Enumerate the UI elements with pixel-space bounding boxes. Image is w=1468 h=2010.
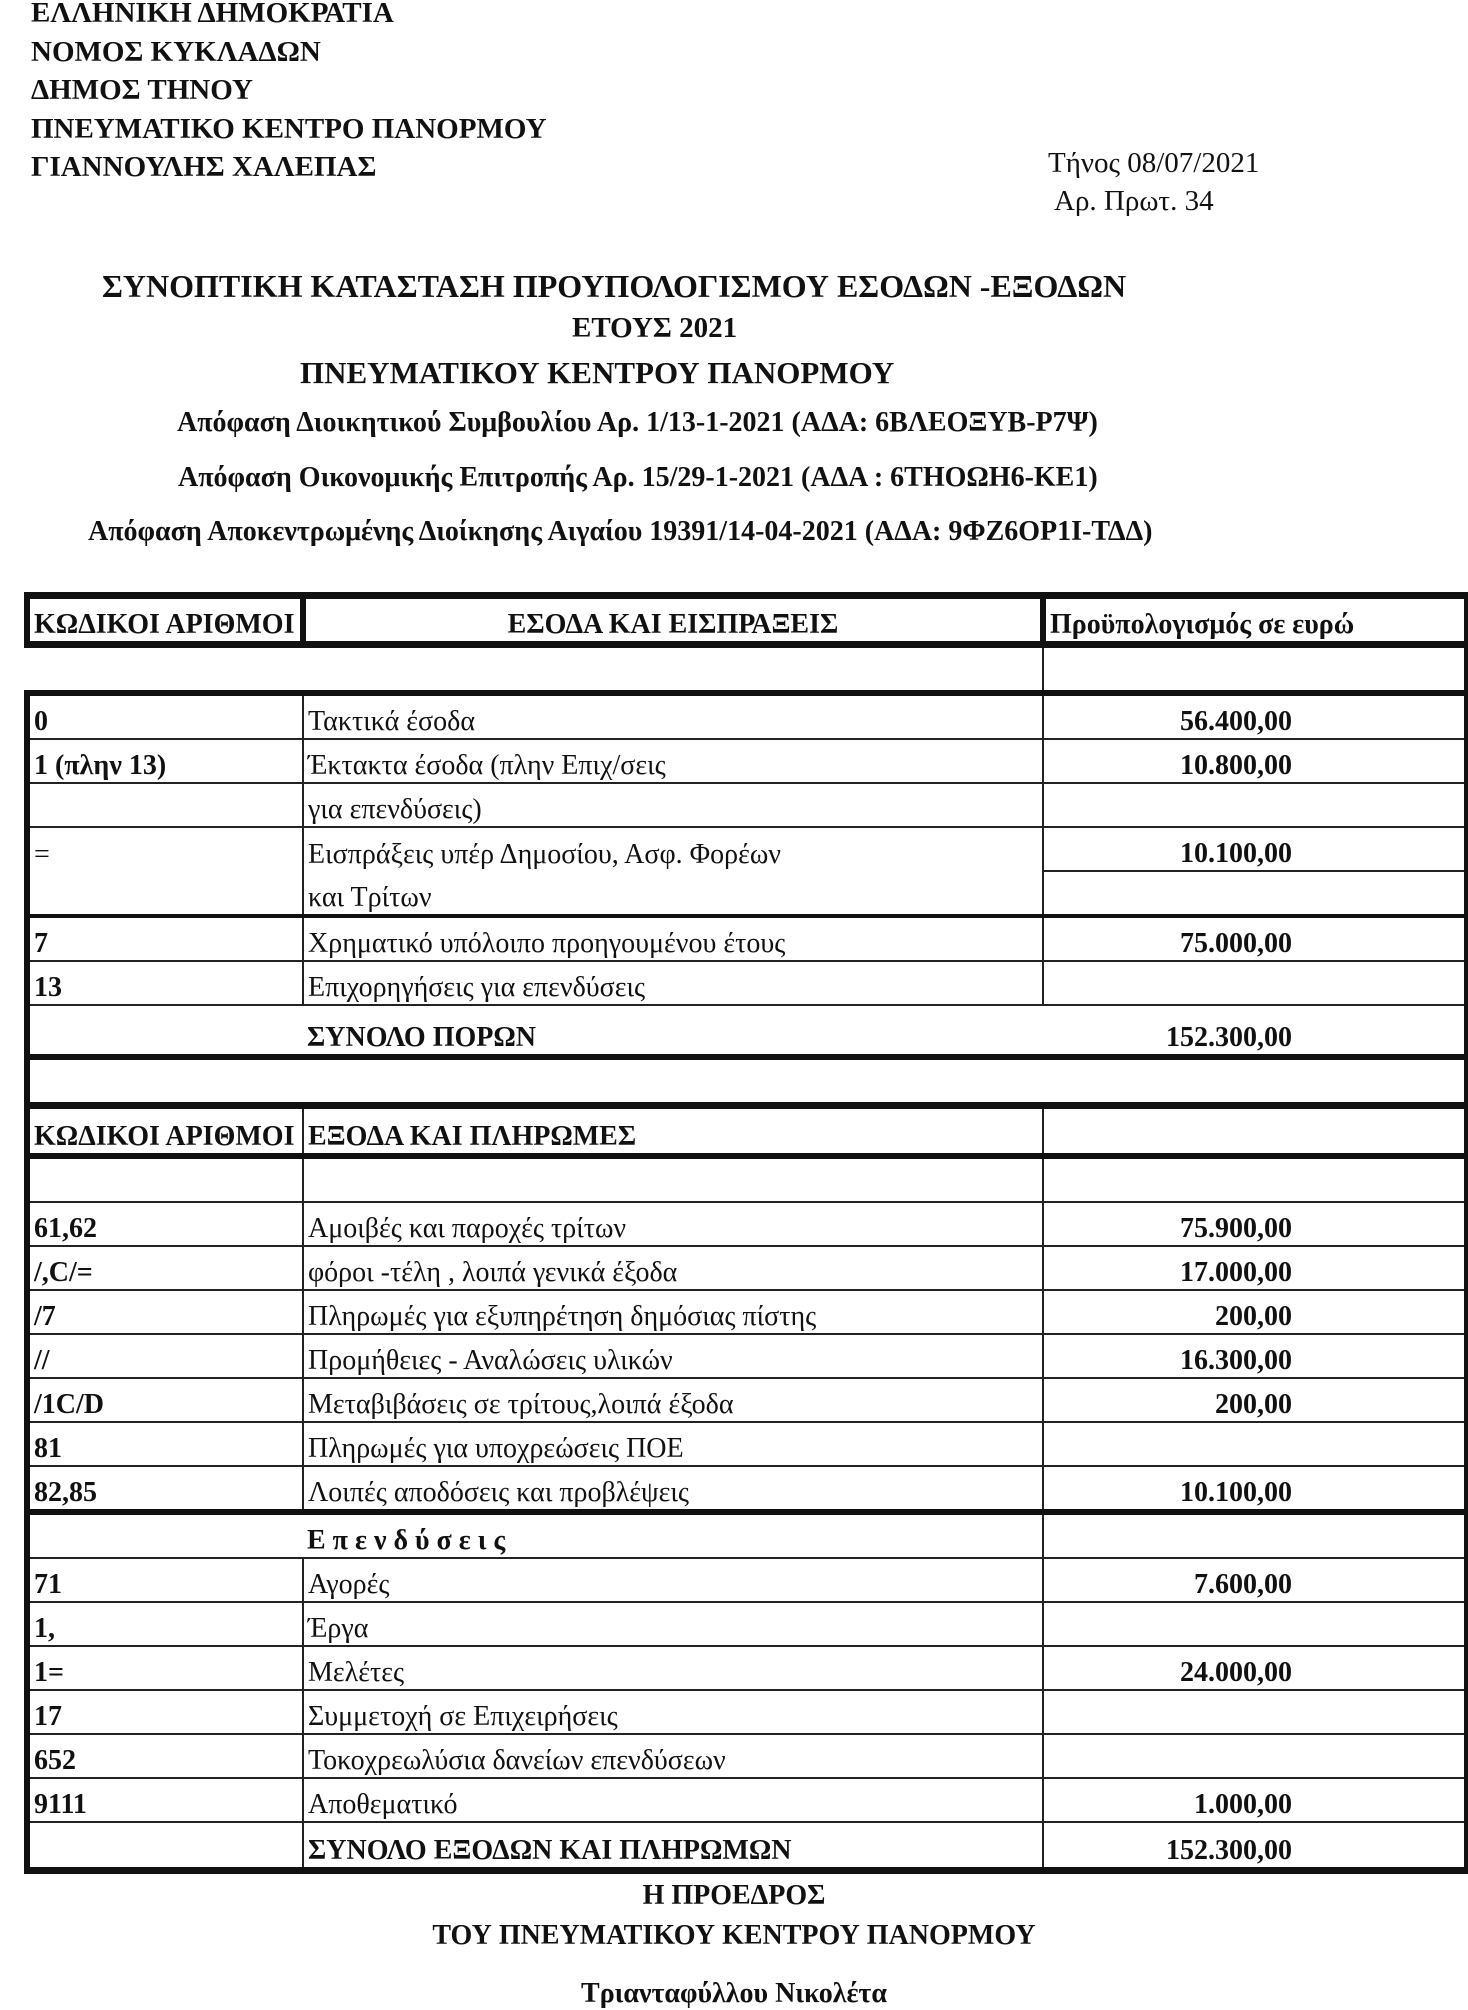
expense-amount: 10.100,00 [1043,1466,1467,1512]
investment-amount: 1.000,00 [1043,1778,1467,1822]
place-date: Τήνος 08/07/2021 [1048,147,1260,179]
expense-row [27,1378,1467,1422]
income-amount: 10.800,00 [1043,739,1467,783]
investment-description: Έργα [303,1602,1043,1646]
signature-block [0,1876,1468,2010]
investment-row [27,1778,1467,1822]
expense-description: Αμοιβές και παροχές τρίτων [303,1202,1043,1246]
signature-organization: ΤΟΥ ΠΝΕΥΜΑΤΙΚΟΥ ΚΕΝΤΡΟΥ ΠΑΝΟΡΜΟΥ [432,1920,1036,1951]
expense-description: Λοιπές αποδόσεις και προβλέψεις [303,1466,1043,1512]
expense-amount: 200,00 [1043,1290,1467,1334]
investment-code: 71 [27,1558,303,1602]
income-description: και Τρίτων [303,871,1043,916]
expense-description: Προμήθειες - Αναλώσεις υλικών [303,1334,1043,1378]
expense-amount: 17.000,00 [1043,1246,1467,1290]
document-title: ΣΥΝΟΠΤΙΚΗ ΚΑΤΑΣΤΑΣΗ ΠΡΟΥΠΟΛΟΓΙΣΜΟΥ ΕΣΟΔΩΝ -ΕΞΟΔΩΝ [102,268,1127,304]
income-header-row [27,596,1467,645]
income-amount: 56.400,00 [1043,693,1467,739]
budget-table [24,592,1468,1874]
income-description: Επιχορηγήσεις για επενδύσεις [303,961,1043,1005]
expense-code: // [27,1334,303,1378]
investment-row [27,1602,1467,1646]
header-codes: ΚΩΔΙΚΟΙ ΑΡΙΘΜΟΙ [27,596,303,645]
income-description: Εισπράξεις υπέρ Δημοσίου, Ασφ. Φορέων [303,827,1043,871]
income-amount: 75.000,00 [1043,916,1467,961]
income-amount [1043,871,1467,916]
investment-code: 1, [27,1602,303,1646]
income-row [27,961,1467,1005]
expense-row [27,1334,1467,1378]
income-row [27,827,1467,871]
expense-amount: 200,00 [1043,1378,1467,1422]
expense-code: /,C/= [27,1246,303,1290]
income-code: 1 (πλην 13) [27,739,303,783]
income-row [27,783,1467,827]
letterhead-line: ΠΝΕΥΜΑΤΙΚΟ ΚΕΝΤΡΟ ΠΑΝΟΡΜΟΥ [31,112,547,145]
expense-code: /1C/D [27,1378,303,1422]
expense-total-amount: 152.300,00 [1043,1822,1467,1871]
income-code: 0 [27,693,303,739]
spacer-row [27,645,1467,694]
expense-total-row [27,1822,1467,1871]
income-row [27,871,1467,916]
expense-row [27,1422,1467,1466]
income-description: Χρηματικό υπόλοιπο προηγουμένου έτους [303,916,1043,961]
expense-amount [1043,1422,1467,1466]
expense-description: Πληρωμές για υποχρεώσεις ΠΟΕ [303,1422,1043,1466]
expense-header-row [27,1106,1467,1157]
investment-description: Μελέτες [303,1646,1043,1690]
investment-row [27,1734,1467,1778]
letterhead-line: ΔΗΜΟΣ ΤΗΝΟΥ [31,74,253,106]
investment-description: Τοκοχρεωλύσια δανείων επενδύσεων [303,1734,1043,1778]
expense-code: 61,62 [27,1202,303,1246]
signature-name: Τριανταφύλλου Νικολέτα [581,1978,887,2009]
investment-row [27,1558,1467,1602]
decision-board: Απόφαση Διοικητικού Συμβουλίου Αρ. 1/13-1-2021 (ΑΔΑ: 6ΒΛΕΟΞΥΒ-Ρ7Ψ) [177,407,1098,438]
protocol-number: Αρ. Πρωτ. 34 [1054,185,1214,217]
income-description: Τακτικά έσοδα [303,693,1043,739]
investment-amount [1043,1734,1467,1778]
income-amount [1043,783,1467,827]
expense-row [27,1202,1467,1246]
income-total-label: ΣΥΝΟΛΟ ΠΟΡΩΝ [303,1005,1043,1057]
header-codes: ΚΩΔΙΚΟΙ ΑΡΙΘΜΟΙ [27,1106,303,1157]
header-budget [1043,1106,1467,1157]
investment-code: 1= [27,1646,303,1690]
income-row [27,916,1467,961]
header-income-description: ΕΣΟΔΑ ΚΑΙ ΕΙΣΠΡΑΞΕΙΣ [303,596,1043,645]
expense-description: Πληρωμές για εξυπηρέτηση δημόσιας πίστης [303,1290,1043,1334]
investment-description: Συμμετοχή σε Επιχειρήσεις [303,1690,1043,1734]
expense-row [27,1466,1467,1512]
investment-description: Αποθεματικό [303,1778,1043,1822]
signature-role: Η ΠΡΟΕΔΡΟΣ [642,1880,826,1911]
spacer-row [27,1057,1467,1106]
decision-decentralized-admin: Απόφαση Αποκεντρωμένης Διοίκησης Αιγαίου 19391/14-04-2021 (ΑΔΑ: 9ΦΖ6ΟΡ1Ι-ΤΔΔ) [88,516,1153,547]
income-amount: 10.100,00 [1043,827,1467,871]
expense-total-label: ΣΥΝΟΛΟ ΕΞΟΔΩΝ ΚΑΙ ΠΛΗΡΩΜΩΝ [303,1822,1043,1871]
income-code [27,783,303,827]
header-budget: Προϋπολογισμός σε ευρώ [1043,596,1467,645]
income-row [27,693,1467,739]
date-protocol-block [1048,144,1259,220]
investment-amount [1043,1690,1467,1734]
income-code: = [27,827,303,871]
investment-description: Αγορές [303,1558,1043,1602]
income-description: Έκτακτα έσοδα (πλην Επιχ/σεις [303,739,1043,783]
income-row [27,739,1467,783]
investments-label: Επενδύσεις [303,1512,1043,1558]
expense-amount: 75.900,00 [1043,1202,1467,1246]
investment-row [27,1646,1467,1690]
investment-amount: 7.600,00 [1043,1558,1467,1602]
header-expense-description: ΕΞΟΔΑ ΚΑΙ ΠΛΗΡΩΜΕΣ [303,1106,1043,1157]
decision-finance-committee: Απόφαση Οικονομικής Επιτροπής Αρ. 15/29-1-2021 (ΑΔΑ : 6ΤΗΟΩΗ6-ΚΕ1) [178,462,1098,493]
document-year: ΕΤΟΥΣ 2021 [572,312,738,344]
expense-row [27,1246,1467,1290]
spacer-row [27,1156,1467,1202]
letterhead-line: ΓΙΑΝΝΟΥΛΗΣ ΧΑΛΕΠΑΣ [31,151,377,183]
income-amount [1043,961,1467,1005]
letterhead-line: ΝΟΜΟΣ ΚΥΚΛΑΔΩΝ [31,35,321,68]
income-code: 7 [27,916,303,961]
letterhead-line: ΕΛΛΗΝΙΚΗ ΔΗΜΟΚΡΑΤΙΑ [31,0,394,29]
investments-section-row [27,1512,1467,1558]
expense-code: /7 [27,1290,303,1334]
expense-row [27,1290,1467,1334]
income-code: 13 [27,961,303,1005]
document-organization: ΠΝΕΥΜΑΤΙΚΟΥ ΚΕΝΤΡΟΥ ΠΑΝΟΡΜΟΥ [300,355,895,390]
income-description: για επενδύσεις) [303,783,1043,827]
expense-description: Μεταβιβάσεις σε τρίτους,λοιπά έξοδα [303,1378,1043,1422]
income-total-row [27,1005,1467,1057]
expense-description: φόροι -τέλη , λοιπά γενικά έξοδα [303,1246,1043,1290]
investment-row [27,1690,1467,1734]
investment-code: 17 [27,1690,303,1734]
expense-code: 81 [27,1422,303,1466]
letterhead [31,0,547,187]
investment-code: 652 [27,1734,303,1778]
investment-amount [1043,1602,1467,1646]
expense-amount: 16.300,00 [1043,1334,1467,1378]
income-total-amount: 152.300,00 [1043,1005,1467,1057]
income-code [27,871,303,916]
investment-code: 9111 [27,1778,303,1822]
investment-amount: 24.000,00 [1043,1646,1467,1690]
expense-code: 82,85 [27,1466,303,1512]
